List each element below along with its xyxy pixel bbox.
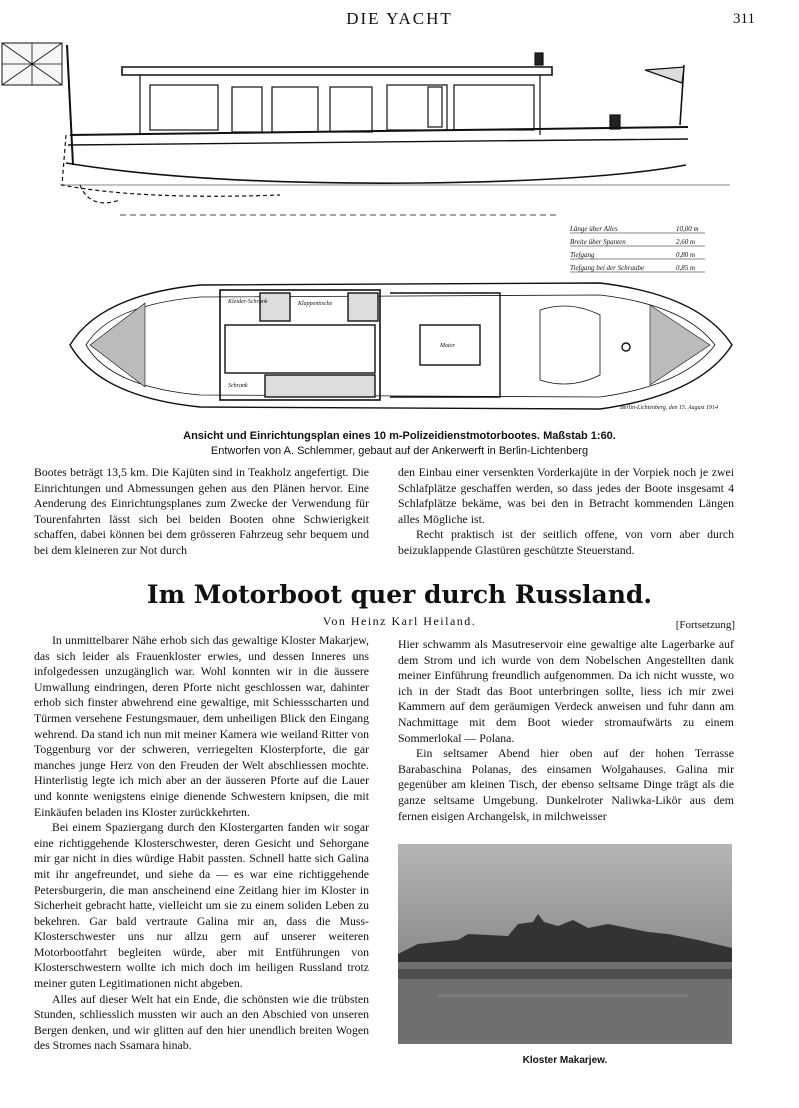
dim-label-2: Breite über Spanten	[570, 238, 626, 246]
dim-label-4: Tiefgang bei der Schraube	[570, 264, 645, 272]
paragraph: den Einbau einer versenkten Vorderkajüte in der Vorpiek noch je zwei Schlafplätze geschaffen werden, so dass jedes der Boote insgesamt 4 Schlafplätze bekäme, was bei den in Betracht kommenden Längen alles Mögliche ist.	[398, 465, 734, 526]
room-label-cabinet: Schrank	[228, 383, 248, 389]
drawing-signature: Berlin-Lichtenberg, den 15. August 1914	[620, 405, 718, 411]
paragraph: Hier schwamm als Masutreservoir eine gewaltige alte Lagerbarke auf dem Strom und ich wurde von dem Nobelschen Angestellten dank meiner Einführung freundlich aufgenommen. Da ich nicht wusste, wo ich in der Stadt das Boot unterbringen sollte, liess ich mir zwei Kammern auf dem geräumigen Verdeck anweisen und fuhr dann am Nachmittage mit dem Boot wieder stromaufwärts zu einem Sommerlokal — Polana.	[398, 637, 734, 745]
dim-label-3: Tiefgang	[570, 251, 595, 259]
dim-value-1: 10,00 m	[676, 225, 699, 233]
paragraph: Bootes beträgt 13,5 km. Die Kajüten sind in Teakholz angefertigt. Die Einrichtungen und Abmessungen gehen aus den Plänen hervor. Eine Aenderung des Einrichtungsplanes zum Zwecke der Verwendung für Tourenfahrten lässt sich bei beiden Booten ohne Schwierigkeit schaffen, dabei können bei dem grösseren Fahrzeug sehr bequem und bei dem kleineren zur Not durch	[34, 465, 369, 557]
monastery-photo	[398, 844, 732, 1044]
upper-right-column	[398, 465, 734, 559]
figure-caption-credit: Entworfen von A. Schlemmer, gebaut auf der Ankerwerft in Berlin-Lichtenberg	[210, 445, 589, 457]
upper-left-column	[34, 465, 369, 559]
paragraph: Recht praktisch ist der seitlich offene, von vorn aber durch beizuklappende Glastüren geschützte Steuerstand.	[398, 527, 734, 557]
boat-plan-view	[60, 275, 750, 425]
continuation-note: [Fortsetzung]	[675, 619, 735, 631]
paragraph: Bei einem Spaziergang durch den Klostergarten fanden wir sogar eine richtiggehende Klosterschwester, deren Gesicht und Sehorgane mir gar nicht in dies würdige Habit passten. Schnell hatte sich Galina mit ihr angefreundet, und siehe da — es war eine richtiggehende Petersburgerin, die man anscheinend eine Zeitlang hier im Kloster in Sicherheit gebracht hatte, vielleicht um sie zu einem soliden Leben zu bekehren. Gar bald vertraute Galina mir an, dass die Muss-Klosterschwester uns nur allzu gern auf unserer weiteren Motorbootfahrt begleiten würde, aber mit Entführungen von Klosterschwestern wollte ich mich doch im heiligen Russland trotz meiner guten Legitimationen nicht abgeben.	[34, 820, 369, 991]
room-label-wardrobe: Kleider-Schrank	[228, 299, 268, 305]
dimension-table	[570, 222, 710, 282]
figure-caption-title: Ansicht und Einrichtungsplan eines 10 m-Polizeidienstmotorbootes. Maßstab 1:60.	[183, 430, 616, 442]
room-label-engine: Motor	[440, 343, 455, 349]
boat-side-elevation	[0, 35, 799, 225]
article-right-column	[398, 637, 734, 824]
paragraph: Alles auf dieser Welt hat ein Ende, die schönsten wie die trübsten Stunden, schliesslich mussten wir auch an den Abschied von unseren Bergen denken, und wir glitten auf den hier unendlich breiten Wogen des Stromes nach Ssamara hinab.	[34, 991, 369, 1053]
dim-value-4: 0,85 m	[676, 264, 696, 272]
dim-label-1: Länge über Alles	[570, 225, 618, 233]
room-label-folding-tables: Klappentische	[298, 301, 333, 307]
page-number: 311	[733, 11, 755, 27]
article-left-column	[34, 633, 369, 1054]
monastery-photo-image	[398, 844, 732, 1044]
paragraph: In unmittelbarer Nähe erhob sich das gewaltige Kloster Makarjew, das sich leider als Frauenkloster erwies, und dessen Inneres uns infolgedessen unzugänglich war. Wohl konnten wir in die äussere Umwallung eindringen, deren Pforte nicht geschlossen war, dahinter erhob sich finster abwehrend eine gewaltige, mit Schiessscharten und Türmen versehene Festungsmauer, dem unheiligen Blick den Eingang wehrend. Da stand ich nun mit meiner Kamera wie weiland Ritter von Toggenburg vor der schweren, verriegelten Klosterpforte, die gar manches junge Herz von den Freuden der Welt abschliessen mochte. Hinterlistig legte ich mich aber an der äusseren Pforte auf die Lauer und konnte wenigstens einige dienende Schwestern knipsen, die mit Einkäufen beladen ins Kloster zurückkehrten.	[34, 633, 369, 819]
running-header-title: DIE YACHT	[346, 9, 453, 28]
dim-value-2: 2,60 m	[676, 238, 696, 246]
paragraph: Ein seltsamer Abend hier oben auf der hohen Terrasse Barabaschina Polanas, des einsamen Wolgahauses. Galina mir gegenüber am kleinen Tisch, der ebenso seltsame Dinge trägt als die ganze seltsame Umgebung. Dunkelroter Naliwka-Likör aus dem fernen eisigen Archangelsk, in milchweisser	[398, 746, 734, 823]
article-author: Von Heinz Karl Heiland.	[322, 614, 477, 628]
article-title: Im Motorboot quer durch Russland.	[146, 580, 653, 609]
dim-value-3: 0,80 m	[676, 251, 696, 259]
photo-caption: Kloster Makarjew.	[522, 1055, 608, 1066]
